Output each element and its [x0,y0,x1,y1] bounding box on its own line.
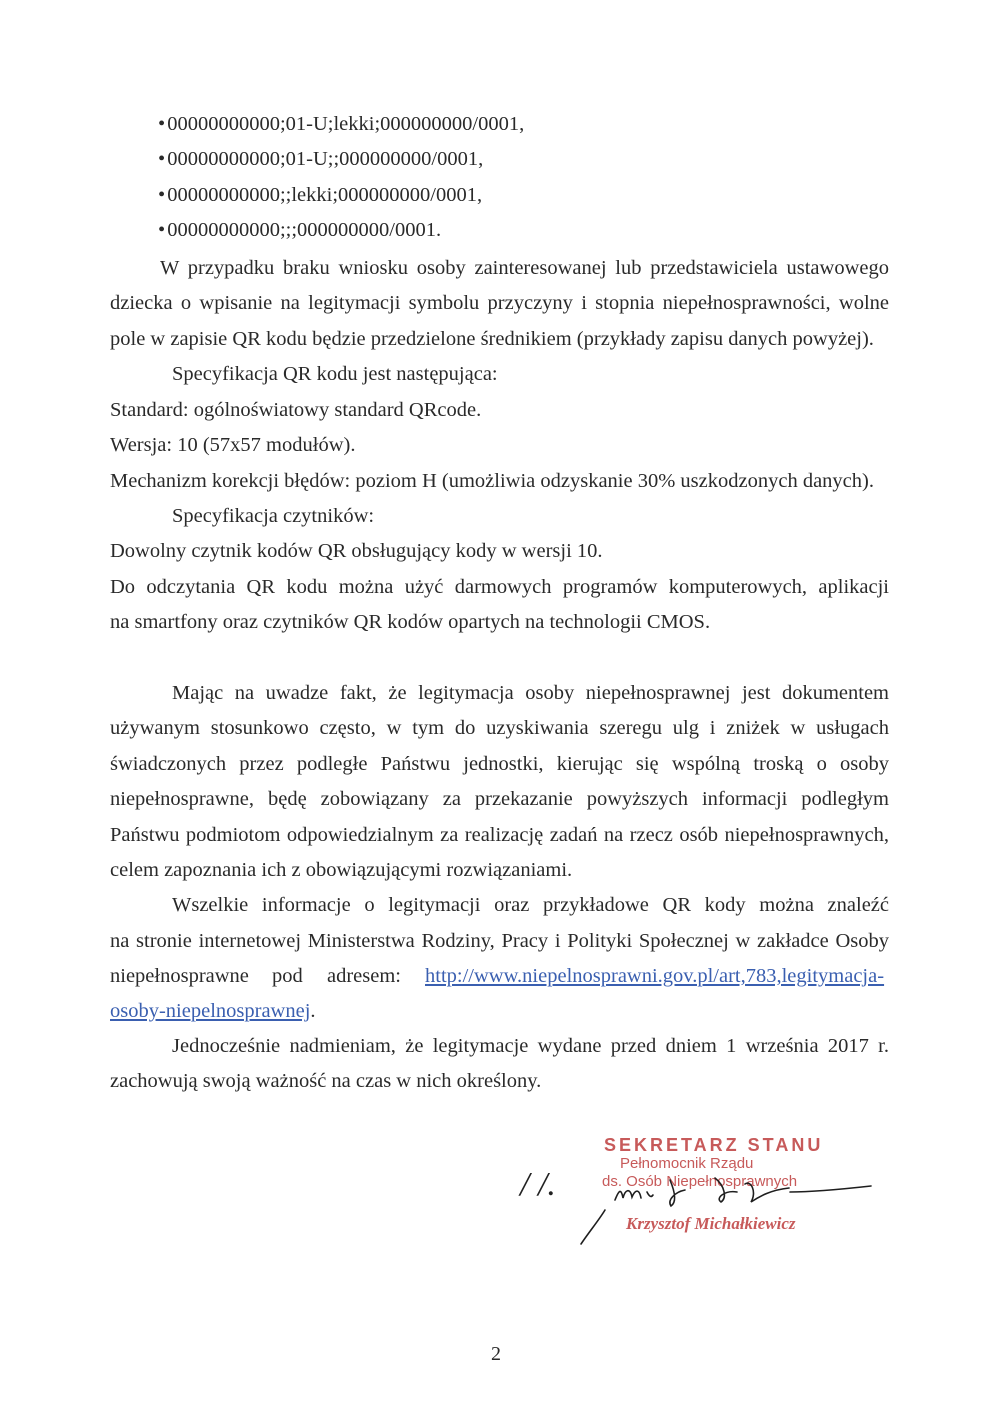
paragraph-3-line-1: Wszelkie informacje o legitymacji oraz przykładowe QR kody można znaleźć [172,894,889,916]
qr-example-4 [158,220,441,241]
qr-example-text: 00000000000;;lekki;000000000/0001, [167,184,483,206]
reader-line-3: na smartfony oraz czytników QR kodów opartych na technologii CMOS. [110,611,711,633]
web-link-part-1[interactable] [425,966,884,987]
qr-example-2 [158,149,483,170]
qr-example-1 [158,114,524,135]
paragraph-3-address-word-1: niepełnosprawne [110,965,249,987]
paragraph-2-line-4: niepełnosprawne, będę zobowiązany za przekazanie powyższych informacji podległym [110,788,889,810]
paragraph-2-line-6: celem zapoznania ich z obowiązującymi rozwiązaniami. [110,859,573,881]
stamp-line-1: Pełnomocnik Rządu [620,1155,754,1172]
paragraph-2-line-5: Państwu podmiotom odpowiedzialnym za realizację zadań na rzecz osób niepełnosprawnych, [110,824,889,846]
stamp-line-2: ds. Osób Niepełnosprawnych [602,1173,798,1190]
link-trailing-period: . [310,1000,316,1022]
web-link-part-2[interactable] [110,1001,316,1022]
handwritten-signature [575,1140,875,1250]
spec-version: Wersja: 10 (57x57 modułów). [110,434,356,456]
paragraph-4-line-2: zachowują swoją ważność na czas w nich określony. [110,1070,542,1092]
paragraph-1-line-3: pole w zapisie QR kodu będzie przedzielone średnikiem (przykłady zapisu danych powyżej). [110,328,874,350]
reader-line-2: Do odczytania QR kodu można użyć darmowych programów komputerowych, aplikacji [110,576,889,598]
paragraph-2-line-2: używanym stosunkowo często, w tym do uzyskiwania szeregu ulg i zniżek w usługach [110,717,889,739]
reader-line-1: Dowolny czytnik kodów QR obsługujący kody w wersji 10. [110,540,603,562]
web-link[interactable]: http://www.niepelnosprawni.gov.pl/art,783,legitymacja- [425,965,885,987]
spec-error-correction: Mechanizm korekcji błędów: poziom H (umożliwia odzyskanie 30% uszkodzonych danych). [110,470,874,492]
paragraph-2-line-3: świadczonych przez podległe Państwu jednostki, kierując się wspólną troską o osoby [110,753,889,775]
paragraph-3-address-word-2: pod [272,965,303,987]
paragraph-3-address-word-3: adresem: [327,965,401,987]
paragraph-4-line-1: Jednocześnie nadmieniam, że legitymacje wydane przed dniem 1 września 2017 r. [172,1035,889,1057]
stamp-name: Krzysztof Michałkiewicz [626,1214,796,1233]
signature-mark: / /. [520,1166,556,1203]
stamp-title: SEKRETARZ STANU [604,1135,824,1155]
qr-example-text: 00000000000;01-U;;000000000/0001, [167,148,484,170]
spec-heading: Specyfikacja QR kodu jest następująca: [172,363,498,385]
qr-example-text: 00000000000;01-U;lekki;000000000/0001, [167,113,525,135]
qr-example-text: 00000000000;;;000000000/0001. [167,219,442,241]
spec-standard: Standard: ogólnoświatowy standard QRcode. [110,399,482,421]
paragraph-3-line-2: na stronie internetowej Ministerstwa Rodziny, Pracy i Polityki Społecznej w zakładce Osoby [110,930,889,952]
paragraph-2-line-1: Mając na uwadze fakt, że legitymacja osoby niepełnosprawnej jest dokumentem [172,682,889,704]
web-link[interactable]: osoby-niepelnosprawnej [110,1000,311,1022]
paragraph-1-line-1: W przypadku braku wniosku osoby zainteresowanej lub przedstawiciela ustawowego [160,257,889,279]
page-number: 2 [491,1343,501,1365]
reader-heading: Specyfikacja czytników: [172,505,375,527]
qr-example-3 [158,185,482,206]
paragraph-1-line-2: dziecka o wpisanie na legitymacji symbolu przyczyny i stopnia niepełnosprawności, wolne [110,292,889,314]
